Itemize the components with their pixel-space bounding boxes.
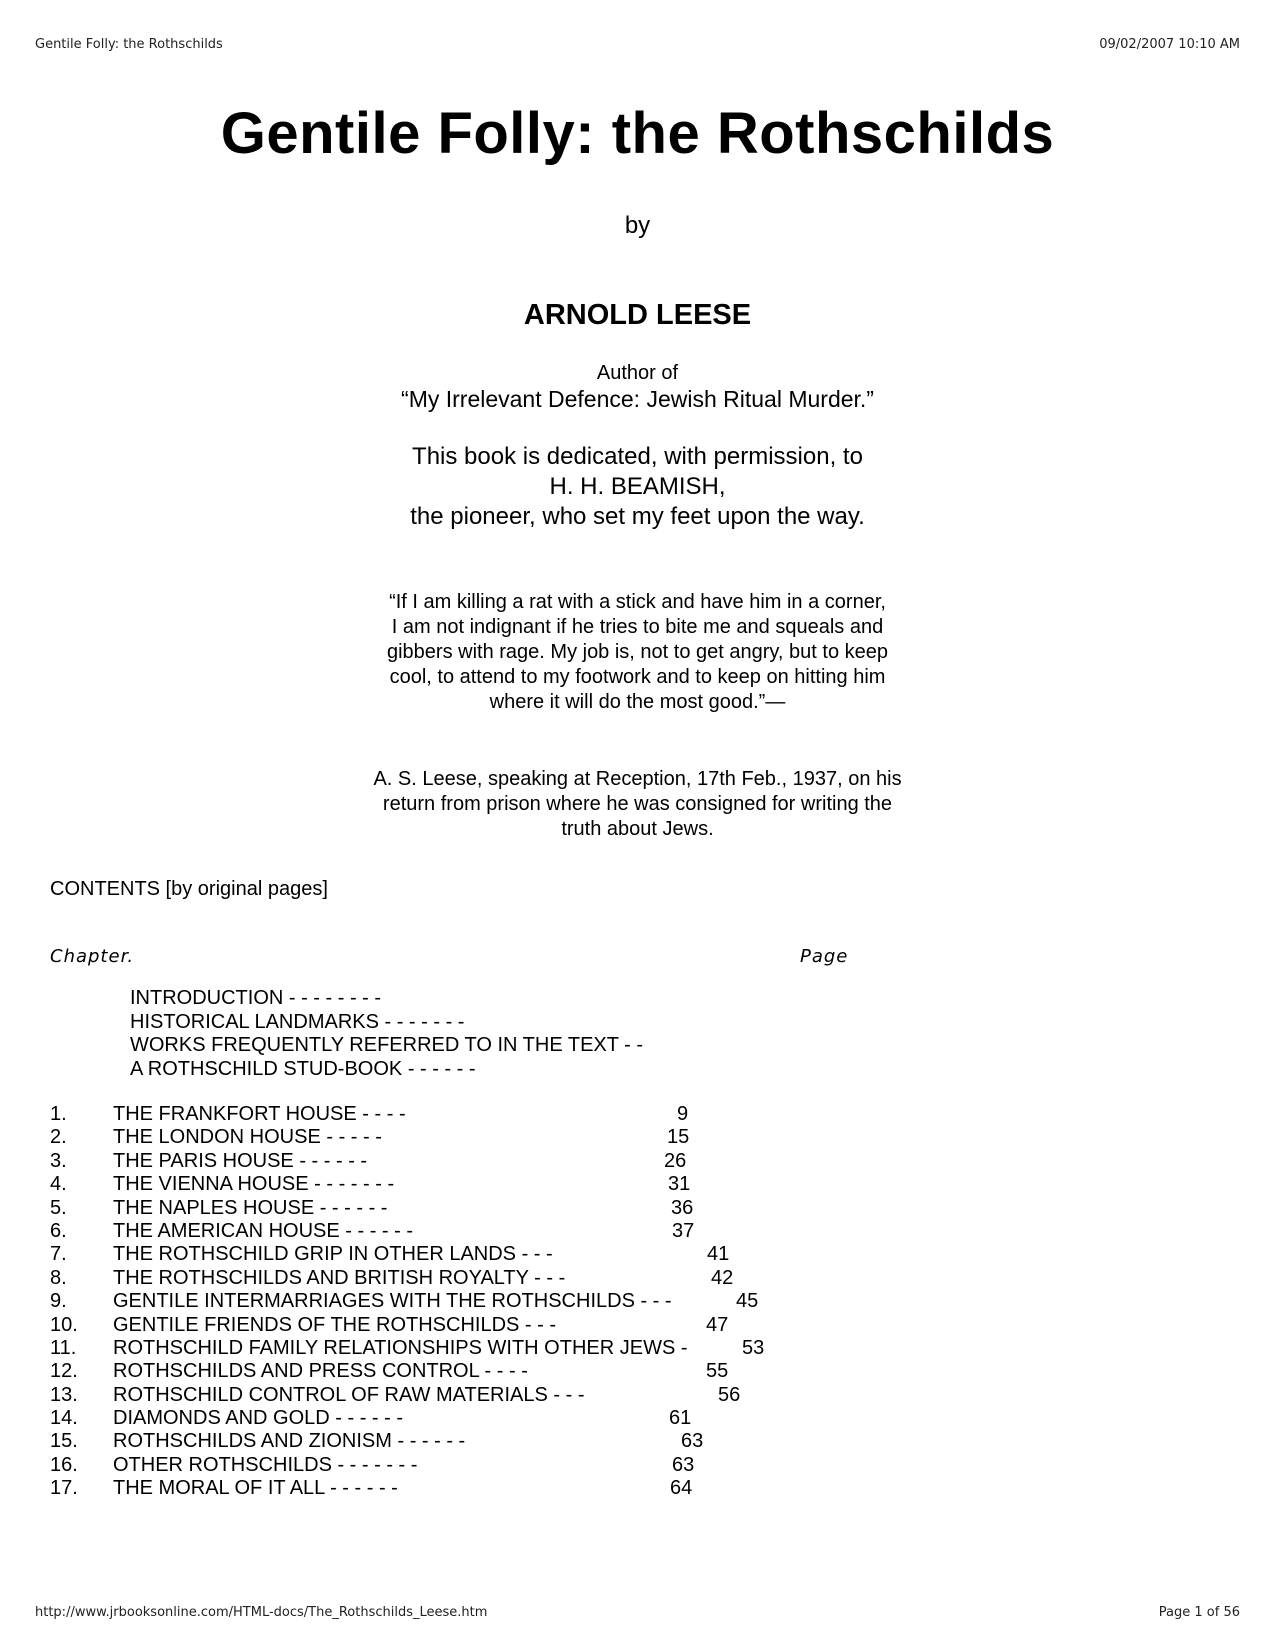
contents-heading: CONTENTS [by original pages] xyxy=(50,878,328,900)
toc-page: 41 xyxy=(707,1243,730,1266)
toc-title: THE PARIS HOUSE - - - - - - xyxy=(113,1149,368,1172)
prelim-item: A ROTHSCHILD STUD-BOOK - - - - - - xyxy=(130,1057,476,1080)
toc-title: GENTILE INTERMARRIAGES WITH THE ROTHSCHILDS - - - xyxy=(113,1290,672,1313)
toc-number: 11. xyxy=(50,1336,77,1359)
prelim-item: INTRODUCTION - - - - - - - - xyxy=(130,987,382,1009)
page-column-label: Page xyxy=(800,946,849,967)
attribution-line: truth about Jews. xyxy=(561,818,714,840)
toc-title: THE VIENNA HOUSE - - - - - - - xyxy=(113,1173,395,1196)
toc-number: 4. xyxy=(50,1173,67,1196)
toc-number: 7. xyxy=(50,1243,67,1266)
toc-number: 9. xyxy=(50,1290,67,1313)
chapter-column-label: Chapter. xyxy=(50,946,135,967)
toc-page: 26 xyxy=(664,1149,687,1172)
toc-title: ROTHSCHILDS AND PRESS CONTROL - - - - xyxy=(113,1360,528,1383)
dedication-line: H. H. BEAMISH, xyxy=(549,473,726,500)
attribution-line: return from prison where he was consigned for writing the xyxy=(382,793,893,815)
toc-page: 42 xyxy=(711,1266,734,1289)
header-doc-title: Gentile Folly: the Rothschilds xyxy=(35,37,223,52)
toc-page: 61 xyxy=(669,1407,692,1430)
page-title: Gentile Folly: the Rothschilds xyxy=(220,101,1055,166)
toc-title: THE MORAL OF IT ALL - - - - - - xyxy=(113,1477,398,1500)
toc-number: 12. xyxy=(50,1360,78,1383)
toc-title: THE NAPLES HOUSE - - - - - - xyxy=(113,1196,388,1219)
quote-line: where it will do the most good.”— xyxy=(489,691,786,713)
author-name: ARNOLD LEESE xyxy=(523,299,752,331)
toc-number: 14. xyxy=(50,1407,78,1430)
toc-title: THE AMERICAN HOUSE - - - - - - xyxy=(113,1219,413,1242)
quote-line: I am not indignant if he tries to bite me and squeals and xyxy=(391,616,884,638)
quote-attribution xyxy=(0,767,1275,842)
epigraph-quote xyxy=(0,590,1275,715)
toc-title: OTHER ROTHSCHILDS - - - - - - - xyxy=(113,1453,418,1476)
toc-number: 3. xyxy=(50,1149,67,1172)
toc-page: 63 xyxy=(672,1453,695,1476)
toc-number: 17. xyxy=(50,1477,78,1500)
prelim-item: HISTORICAL LANDMARKS - - - - - - - xyxy=(130,1010,465,1033)
quote-line: gibbers with rage. My job is, not to get angry, but to keep xyxy=(386,641,888,663)
toc-page: 47 xyxy=(706,1313,729,1336)
toc-page: 53 xyxy=(742,1336,765,1359)
toc-number: 5. xyxy=(50,1196,67,1219)
toc-title: DIAMONDS AND GOLD - - - - - - xyxy=(113,1407,403,1430)
header-datetime: 09/02/2007 10:10 AM xyxy=(1099,37,1240,52)
quote-line: cool, to attend to my footwork and to keep on hitting him xyxy=(389,666,886,688)
footer-url: http://www.jrbooksonline.com/HTML-docs/The_Rothschilds_Leese.htm xyxy=(35,1605,488,1620)
toc-number: 8. xyxy=(50,1266,67,1289)
toc-number: 13. xyxy=(50,1383,78,1406)
toc-number: 16. xyxy=(50,1453,78,1476)
author-of-label: Author of xyxy=(596,362,679,384)
toc-title: ROTHSCHILD CONTROL OF RAW MATERIALS - - - xyxy=(113,1383,585,1406)
attribution-line: A. S. Leese, speaking at Reception, 17th Feb., 1937, on his xyxy=(373,768,902,790)
toc-page: 64 xyxy=(670,1477,693,1500)
toc-page: 15 xyxy=(667,1126,690,1149)
toc-title: GENTILE FRIENDS OF THE ROTHSCHILDS - - - xyxy=(113,1313,556,1336)
toc-title: THE FRANKFORT HOUSE - - - - xyxy=(113,1103,406,1125)
toc-page: 37 xyxy=(672,1219,695,1242)
toc-title: ROTHSCHILD FAMILY RELATIONSHIPS WITH OTHER JEWS - xyxy=(113,1336,688,1359)
toc-title: THE LONDON HOUSE - - - - - xyxy=(113,1126,382,1149)
toc-page: 45 xyxy=(736,1290,759,1313)
toc-number: 10. xyxy=(50,1313,78,1336)
toc-page: 56 xyxy=(718,1383,741,1406)
dedication-line: This book is dedicated, with permission, to xyxy=(412,443,863,470)
by-line: by xyxy=(624,212,651,239)
author-work: “My Irrelevant Defence: Jewish Ritual Murder.” xyxy=(401,386,874,412)
toc-title: ROTHSCHILDS AND ZIONISM - - - - - - xyxy=(113,1430,466,1453)
toc-page: 55 xyxy=(706,1360,729,1383)
toc-number: 6. xyxy=(50,1219,67,1242)
toc-number: 15. xyxy=(50,1430,78,1453)
prelim-item: WORKS FREQUENTLY REFERRED TO IN THE TEXT - - xyxy=(130,1034,644,1056)
toc-number: 1. xyxy=(50,1103,67,1125)
toc-page: 63 xyxy=(681,1430,704,1453)
dedication xyxy=(0,442,1275,532)
toc-page: 9 xyxy=(677,1103,689,1125)
dedication-line: the pioneer, who set my feet upon the way. xyxy=(410,503,865,530)
toc-title: THE ROTHSCHILDS AND BRITISH ROYALTY - - - xyxy=(113,1266,566,1289)
toc-number: 2. xyxy=(50,1126,67,1149)
quote-line: “If I am killing a rat with a stick and have him in a corner, xyxy=(389,591,886,613)
footer-page-info: Page 1 of 56 xyxy=(1158,1605,1240,1620)
toc-page: 31 xyxy=(668,1173,691,1196)
toc-page: 36 xyxy=(671,1196,694,1219)
toc-title: THE ROTHSCHILD GRIP IN OTHER LANDS - - - xyxy=(113,1243,553,1266)
prelim-list xyxy=(130,987,643,1081)
